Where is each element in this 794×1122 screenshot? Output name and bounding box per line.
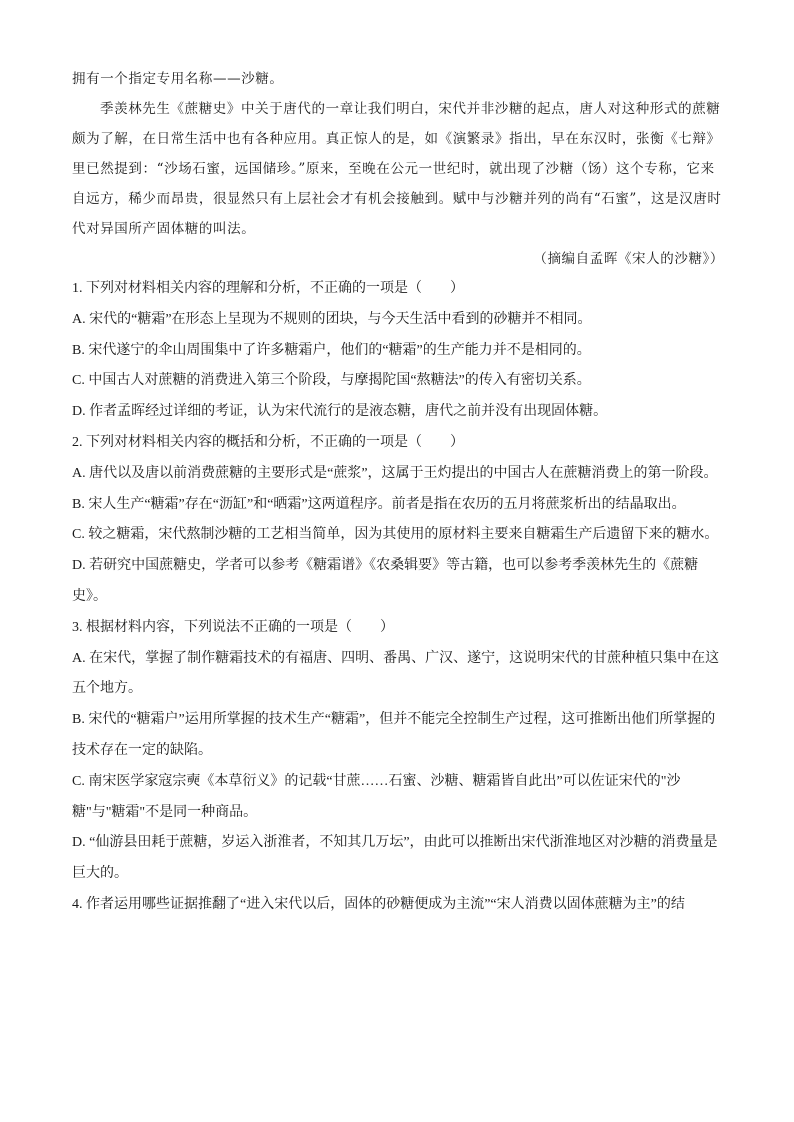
passage bbox=[72, 64, 722, 274]
option-a: A. 唐代以及唐以前消费蔗糖的主要形式是“蔗浆”，这属于王灼提出的中国古人在蔗糖消费上的第一阶段。 bbox=[72, 465, 718, 481]
option-b: B. 宋代遂宁的伞山周围集中了许多糖霜户，他们的“糖霜”的生产能力并不是相同的。 bbox=[72, 342, 591, 358]
passage-paragraph: 季羡林先生《蔗糖史》中关于唐代的一章让我们明白，宋代并非沙糖的起点，唐人对这种形式的蔗糖颇为了解，在日常生活中也有各种应用。真正惊人的是，如《演繁录》指出，早在东汉时，张衡《七辩》里已然提到：“沙场石蜜，远国储珍。”原来，至晚在公元一世纪时，就出现了沙糖（饧）这个专称，它来自远方，稀少而昂贵，很显然只有上层社会才有机会接触到。赋中与沙糖并列的尚有“石蜜”，这是汉唐时代对异国所产固体糖的叫法。 bbox=[72, 101, 722, 237]
option-a: A. 宋代的“糖霜”在形态上呈现为不规则的团块，与今天生活中看到的砂糖并不相同。 bbox=[72, 311, 592, 327]
option-c: C. 较之糖霜，宋代熬制沙糖的工艺相当简单，因为其使用的原材料主要来自糖霜生产后遗留下来的糖水。 bbox=[72, 527, 719, 543]
question-stem: 1. 下列对材料相关内容的理解和分析，不正确的一项是（ ） bbox=[72, 281, 464, 296]
question-stem: 2. 下列对材料相关内容的概括和分析，不正确的一项是（ ） bbox=[72, 434, 464, 450]
question-1 bbox=[72, 274, 722, 428]
passage-line-top: 拥有一个指定专用名称——沙糖。 bbox=[72, 71, 284, 87]
question-3 bbox=[72, 613, 722, 890]
option-c: C. 中国古人对蔗糖的消费进入第三个阶段，与摩揭陀国“熬糖法”的传入有密切关系。 bbox=[72, 373, 591, 389]
option-b: B. 宋代的“糖霜户”运用所掌握的技术生产“糖霜”，但并不能完全控制生产过程，这可推断出他们所掌握的技术存在一定的缺陷。 bbox=[72, 712, 716, 758]
option-d: D. “仙游县田耗于蔗糖，岁运入浙淮者，不知其几万坛”，由此可以推断出宋代浙淮地区对沙糖的消费量是巨大的。 bbox=[72, 835, 718, 882]
question-2 bbox=[72, 428, 722, 613]
question-stem: 3. 根据材料内容，下列说法不正确的一项是（ ） bbox=[72, 619, 394, 635]
passage-source: （摘编自孟晖《宋人的沙糖》） bbox=[533, 251, 724, 267]
option-d: D. 若研究中国蔗糖史，学者可以参考《糖霜谱》《农桑辑要》等古籍，也可以参考季羡林先生的《蔗糖史》。 bbox=[72, 558, 699, 604]
option-d: D. 作者孟晖经过详细的考证，认为宋代流行的是液态糖，唐代之前并没有出现固体糖。 bbox=[72, 404, 608, 420]
option-a: A. 在宋代，掌握了制作糖霜技术的有福唐、四明、番禺、广汉、遂宁，这说明宋代的甘蔗种植只集中在这五个地方。 bbox=[72, 650, 720, 697]
option-b: B. 宋人生产“糖霜”存在“沥缸”和“晒霜”这两道程序。前者是指在农历的五月将蔗浆析出的结晶取出。 bbox=[72, 496, 686, 512]
option-c: C. 南宋医学家寇宗奭《本草衍义》的记载“甘蔗……石蜜、沙糖、糖霜皆自此出”可以佐证宋代的"沙糖"与"糖霜"不是同一种商品。 bbox=[72, 773, 681, 820]
question-stem: 4. 作者运用哪些证据推翻了“进入宋代以后，固体的砂糖便成为主流”“宋人消费以固体蔗糖为主”的结 bbox=[72, 896, 685, 912]
question-4 bbox=[72, 890, 722, 921]
